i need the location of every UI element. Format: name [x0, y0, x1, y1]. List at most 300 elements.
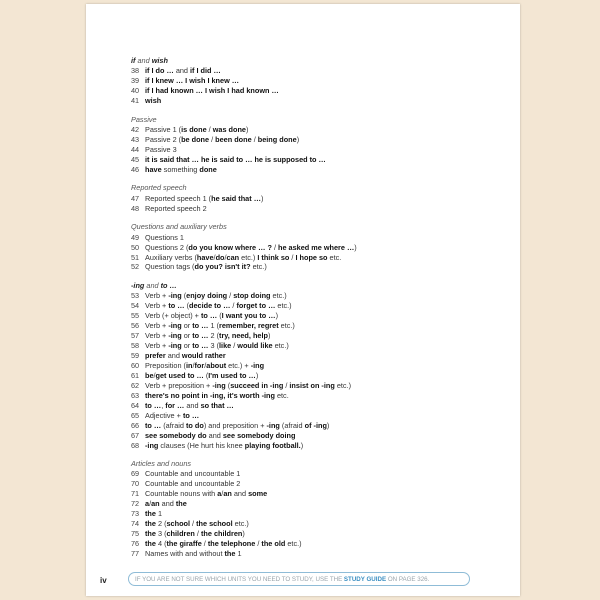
text-fragment: 1 (: [208, 321, 220, 331]
grammar-term: for: [194, 361, 205, 370]
text-fragment: Verb +: [145, 321, 169, 331]
grammar-term: succeed in -ing: [230, 380, 284, 390]
text-fragment: (: [181, 291, 187, 301]
unit-number: 38: [131, 66, 140, 76]
text-fragment: etc.) +: [226, 361, 251, 370]
unit-entry[interactable]: [131, 331, 491, 341]
grammar-term: I want you to …: [221, 311, 276, 321]
text-fragment: Adjective +: [145, 410, 183, 420]
unit-number: 45: [131, 154, 140, 164]
unit-entry[interactable]: [131, 243, 491, 253]
grammar-term: be: [145, 370, 154, 380]
grammar-term: it is said that … he is said to … he is supposed to …: [145, 154, 326, 164]
unit-title: [145, 145, 177, 154]
grammar-term: do you? isn't it?: [194, 262, 251, 272]
grammar-term: -ing: [266, 420, 280, 430]
grammar-term: for …: [165, 400, 185, 410]
grammar-term: to …: [182, 410, 200, 420]
text-fragment: and: [135, 56, 152, 65]
unit-title: [145, 381, 351, 390]
text-fragment: (afraid: [279, 420, 305, 430]
unit-entry[interactable]: [131, 321, 491, 331]
text-fragment: /: [221, 489, 224, 499]
text-fragment: /: [190, 519, 197, 529]
grammar-term: see somebody do: [145, 430, 207, 440]
grammar-term: prefer: [145, 351, 166, 361]
unit-title: [145, 291, 287, 300]
unit-number: 62: [131, 380, 140, 390]
grammar-term: if I knew … I wish I knew …: [145, 76, 240, 86]
text-fragment: and: [144, 280, 161, 290]
grammar-term: to …: [192, 321, 209, 331]
unit-entry[interactable]: [131, 233, 491, 243]
unit-title: [145, 421, 329, 430]
unit-entry[interactable]: [131, 421, 491, 431]
text-fragment: 2 (: [208, 331, 220, 341]
unit-number: 65: [131, 410, 140, 420]
text-fragment: 4 (: [155, 539, 167, 549]
unit-number: 49: [131, 232, 140, 242]
unit-number: 39: [131, 76, 140, 86]
unit-number: 69: [131, 469, 140, 479]
text-fragment: ): [245, 125, 249, 135]
text-fragment: and: [231, 489, 249, 499]
text-fragment: ): [354, 242, 357, 252]
page-number: iv: [100, 576, 107, 585]
unit-number: 42: [131, 125, 140, 135]
book-page: [86, 4, 520, 596]
text-fragment: etc.): [334, 380, 352, 390]
text-fragment: ): [275, 311, 279, 321]
grammar-term: the telephone: [207, 539, 256, 549]
unit-entry[interactable]: [131, 165, 491, 175]
grammar-term: he asked me where …: [278, 242, 355, 252]
grammar-term: the: [145, 519, 156, 529]
grammar-term: I hope so: [295, 252, 328, 262]
grammar-term: in: [185, 361, 193, 370]
text-fragment: ): [261, 193, 264, 203]
text-fragment: Verb + preposition +: [145, 380, 213, 390]
unit-entry[interactable]: [131, 341, 491, 351]
grammar-term: do: [215, 252, 225, 262]
text-fragment: /: [224, 252, 227, 262]
unit-title: [145, 499, 187, 508]
unit-title: [145, 391, 289, 400]
text-fragment: or: [181, 341, 193, 351]
unit-title: [145, 96, 161, 105]
grammar-term: be done: [181, 135, 210, 145]
text-fragment: ) and preposition +: [203, 420, 267, 430]
unit-title: [145, 529, 245, 538]
text-fragment: /: [192, 361, 195, 370]
unit-entry[interactable]: [131, 401, 491, 411]
study-guide-note: [128, 572, 470, 586]
unit-number: 73: [131, 509, 140, 519]
grammar-term: is done: [181, 125, 207, 135]
unit-entry[interactable]: [131, 509, 491, 519]
grammar-term: to …: [192, 331, 209, 341]
unit-title: [145, 361, 264, 370]
text-fragment: ): [267, 331, 271, 341]
text-fragment: ,: [161, 400, 166, 410]
grammar-term: there's no point in -ing, it's worth -ing: [145, 390, 275, 400]
unit-entry[interactable]: [131, 431, 491, 441]
grammar-term: -ing: [168, 291, 182, 301]
text-fragment: (: [217, 311, 222, 321]
unit-title: [145, 86, 279, 95]
unit-title: [145, 519, 249, 528]
unit-entry[interactable]: [131, 549, 491, 559]
unit-number: 50: [131, 242, 140, 252]
unit-number: 53: [131, 291, 140, 301]
unit-title: [145, 253, 341, 262]
grammar-term: if I did …: [190, 66, 221, 76]
study-guide-note-text: IF YOU ARE NOT SURE WHICH UNITS YOU NEED TO STUDY, USE THE: [135, 576, 344, 583]
grammar-term: to do: [185, 420, 204, 430]
text-fragment: ): [242, 529, 245, 539]
unit-number: 41: [131, 96, 140, 106]
unit-title: [145, 301, 292, 310]
grammar-term: forget to …: [236, 301, 276, 311]
text-fragment: Articles and nouns: [131, 459, 192, 469]
grammar-term: -ing: [168, 331, 182, 341]
unit-entry[interactable]: [131, 479, 491, 489]
unit-number: 43: [131, 135, 140, 145]
grammar-term: was done: [212, 125, 246, 135]
grammar-term: insist on -ing: [289, 380, 335, 390]
unit-title: [145, 243, 357, 252]
grammar-term: do you know where … ?: [188, 242, 272, 252]
unit-title: [145, 371, 258, 380]
text-fragment: clauses (He hurt his knee: [158, 440, 245, 450]
grammar-term: wish: [145, 96, 162, 106]
text-fragment: Questions 2 (: [145, 242, 189, 252]
unit-number: 61: [131, 370, 140, 380]
text-fragment: ): [255, 370, 259, 380]
unit-number: 47: [131, 193, 140, 203]
unit-number: 64: [131, 400, 140, 410]
unit-entry[interactable]: [131, 489, 491, 499]
unit-number: 58: [131, 341, 140, 351]
unit-title: [145, 76, 239, 85]
unit-number: 60: [131, 361, 140, 370]
grammar-term: I think so: [257, 252, 290, 262]
study-guide-page-ref: ON PAGE 326.: [386, 576, 430, 583]
section: [131, 222, 491, 272]
text-fragment: Passive 2 (: [145, 135, 182, 145]
text-fragment: and: [165, 351, 182, 361]
grammar-term: the children: [200, 529, 243, 539]
grammar-term: if: [131, 56, 136, 65]
section-title: [131, 115, 491, 125]
grammar-term: to …: [168, 301, 185, 311]
unit-entry[interactable]: [131, 145, 491, 155]
unit-number: 63: [131, 390, 140, 400]
grammar-term: -ing: [168, 321, 182, 331]
grammar-term: stop doing: [233, 291, 271, 301]
unit-entry[interactable]: [131, 204, 491, 214]
grammar-term: to …: [160, 280, 177, 290]
text-fragment: Passive: [131, 114, 157, 124]
grammar-term: a: [145, 499, 150, 509]
unit-entry[interactable]: [131, 539, 491, 549]
section: [131, 183, 491, 213]
text-fragment: Passive 3: [145, 145, 177, 155]
text-fragment: and: [159, 499, 176, 509]
text-fragment: Countable nouns with: [145, 489, 218, 499]
section: [131, 56, 491, 106]
grammar-term: I'm used to …: [208, 370, 256, 380]
text-fragment: ): [296, 135, 300, 145]
unit-entry[interactable]: [131, 351, 491, 361]
section-title: [131, 222, 491, 232]
text-fragment: /: [289, 252, 296, 262]
grammar-term: the: [224, 549, 236, 559]
text-fragment: or: [181, 331, 193, 341]
text-fragment: Questions and auxiliary verbs: [131, 222, 227, 232]
grammar-term: of -ing: [304, 420, 327, 430]
text-fragment: something: [161, 164, 200, 174]
text-fragment: etc.: [274, 390, 289, 400]
unit-title: [145, 351, 226, 360]
unit-number: 55: [131, 311, 140, 321]
text-fragment: (: [184, 301, 190, 311]
text-fragment: /: [227, 291, 234, 301]
grammar-term: have: [196, 252, 214, 262]
grammar-term: try, need, help: [219, 331, 268, 341]
text-fragment: Verb +: [145, 331, 169, 341]
unit-number: 46: [131, 164, 140, 174]
unit-entry[interactable]: [131, 125, 491, 135]
unit-entry[interactable]: [131, 361, 491, 371]
unit-entry[interactable]: [131, 371, 491, 381]
grammar-term: done: [199, 164, 217, 174]
unit-number: 77: [131, 549, 140, 559]
grammar-term: he said that …: [211, 193, 261, 203]
grammar-term: an: [151, 499, 160, 509]
grammar-term: -ing: [131, 280, 145, 290]
unit-title: [145, 469, 240, 478]
text-fragment: /: [283, 380, 290, 390]
text-fragment: and: [206, 430, 223, 440]
unit-number: 48: [131, 203, 140, 213]
text-fragment: ): [326, 420, 330, 430]
grammar-term: the: [145, 539, 156, 549]
unit-entry[interactable]: [131, 96, 491, 106]
text-fragment: (: [203, 370, 209, 380]
text-fragment: etc.): [285, 539, 302, 549]
text-fragment: Countable and uncountable 2: [145, 479, 241, 489]
unit-title: [145, 411, 199, 420]
unit-title: [145, 489, 267, 498]
unit-title: [145, 66, 221, 75]
grammar-term: -ing: [168, 341, 182, 351]
text-fragment: /: [194, 529, 201, 539]
unit-entry[interactable]: [131, 301, 491, 311]
text-fragment: /: [153, 370, 156, 380]
text-fragment: /: [149, 499, 152, 509]
unit-number: 57: [131, 331, 140, 341]
unit-entry[interactable]: [131, 135, 491, 145]
unit-number: 54: [131, 301, 140, 311]
text-fragment: Reported speech 1 (: [145, 193, 212, 203]
unit-number: 71: [131, 489, 140, 499]
grammar-term: would like: [237, 341, 273, 351]
text-fragment: 1: [155, 509, 163, 519]
unit-title: [145, 165, 217, 174]
text-fragment: Verb (+ object) +: [145, 311, 201, 321]
unit-title: [145, 441, 303, 450]
unit-entry[interactable]: [131, 381, 491, 391]
grammar-term: an: [223, 489, 232, 499]
grammar-term: see somebody doing: [222, 430, 296, 440]
text-fragment: (afraid: [161, 420, 186, 430]
unit-title: [145, 233, 184, 242]
unit-entry[interactable]: [131, 155, 491, 165]
unit-title: [145, 135, 299, 144]
unit-entry[interactable]: [131, 529, 491, 539]
grammar-term: would rather: [181, 351, 226, 361]
unit-number: 52: [131, 262, 140, 272]
text-fragment: 1: [235, 549, 242, 559]
unit-number: 68: [131, 440, 140, 450]
unit-title: [145, 509, 162, 518]
grammar-term: remember, regret: [219, 321, 279, 331]
unit-number: 40: [131, 86, 140, 96]
unit-entry[interactable]: [131, 194, 491, 204]
unit-entry[interactable]: [131, 76, 491, 86]
text-fragment: Auxiliary verbs (: [145, 252, 197, 262]
unit-title: [145, 262, 267, 271]
text-fragment: /: [204, 361, 207, 370]
text-fragment: /: [251, 135, 258, 145]
text-fragment: /: [271, 242, 279, 252]
unit-title: [145, 155, 326, 164]
text-fragment: Verb +: [145, 341, 169, 351]
unit-title: [145, 431, 295, 440]
unit-number: 59: [131, 351, 140, 361]
text-fragment: Passive 1 (: [145, 125, 182, 135]
text-fragment: etc.): [272, 341, 289, 351]
grammar-term: -ing: [250, 361, 265, 370]
text-fragment: etc.): [278, 321, 295, 331]
unit-title: [145, 311, 278, 320]
section: [131, 281, 491, 451]
grammar-term: children: [166, 529, 195, 539]
unit-title: [145, 125, 248, 134]
unit-entry[interactable]: [131, 86, 491, 96]
unit-number: 72: [131, 499, 140, 509]
unit-title: [145, 479, 240, 488]
unit-entry[interactable]: [131, 411, 491, 421]
unit-entry[interactable]: [131, 311, 491, 321]
unit-number: 66: [131, 420, 140, 430]
grammar-term: like: [219, 341, 232, 351]
unit-entry[interactable]: [131, 391, 491, 401]
text-fragment: etc.): [232, 519, 249, 529]
grammar-term: wish: [151, 56, 168, 65]
text-fragment: /: [231, 341, 238, 351]
section-title: [131, 56, 491, 66]
grammar-term: playing football.: [244, 440, 301, 450]
unit-title: [145, 194, 263, 203]
unit-entry[interactable]: [131, 262, 491, 272]
unit-title: [145, 539, 302, 548]
text-fragment: etc.): [275, 301, 292, 311]
text-fragment: etc.): [270, 291, 287, 301]
unit-title: [145, 331, 270, 340]
text-fragment: etc.): [250, 262, 267, 272]
grammar-term: decide to …: [189, 301, 231, 311]
text-fragment: /: [255, 539, 262, 549]
grammar-term: get used to …: [155, 370, 204, 380]
section-title: [131, 459, 491, 469]
grammar-term: a: [217, 489, 222, 499]
text-fragment: and: [175, 66, 191, 76]
text-fragment: (: [225, 380, 231, 390]
text-fragment: Countable and uncountable 1: [145, 469, 241, 479]
unit-number: 56: [131, 321, 140, 331]
text-fragment: Verb +: [145, 301, 169, 311]
text-fragment: etc.): [239, 252, 258, 262]
unit-title: [145, 341, 289, 350]
unit-number: 51: [131, 252, 140, 262]
unit-entry[interactable]: [131, 441, 491, 451]
grammar-term: the school: [196, 519, 233, 529]
grammar-term: if I do …: [145, 66, 176, 76]
contents-list: [131, 56, 491, 568]
unit-entry[interactable]: [131, 253, 491, 263]
grammar-term: being done: [257, 135, 297, 145]
text-fragment: ): [300, 440, 304, 450]
unit-title: [145, 321, 295, 330]
text-fragment: Questions 1: [145, 232, 184, 242]
text-fragment: 3 (: [208, 341, 220, 351]
grammar-term: the: [145, 509, 156, 519]
grammar-term: to …: [145, 400, 162, 410]
grammar-term: school: [166, 519, 191, 529]
text-fragment: /: [209, 135, 216, 145]
grammar-term: so that …: [200, 400, 234, 410]
unit-entry[interactable]: [131, 519, 491, 529]
grammar-term: to …: [200, 311, 218, 321]
study-guide-link[interactable]: STUDY GUIDE: [343, 576, 387, 583]
unit-entry[interactable]: [131, 469, 491, 479]
unit-entry[interactable]: [131, 291, 491, 301]
unit-entry[interactable]: [131, 499, 491, 509]
grammar-term: the old: [261, 539, 286, 549]
section-title: [131, 281, 491, 291]
text-fragment: /: [213, 252, 216, 262]
text-fragment: /: [230, 301, 237, 311]
text-fragment: Verb +: [145, 291, 169, 301]
section-title: [131, 183, 491, 193]
unit-number: 44: [131, 145, 140, 155]
text-fragment: /: [201, 539, 208, 549]
grammar-term: the: [145, 529, 156, 539]
grammar-term: about: [206, 361, 227, 370]
grammar-term: the: [175, 499, 187, 509]
grammar-term: been done: [215, 135, 252, 145]
text-fragment: and: [184, 400, 201, 410]
text-fragment: etc.: [327, 252, 342, 262]
text-fragment: or: [181, 321, 193, 331]
section: [131, 459, 491, 559]
grammar-term: some: [248, 489, 268, 499]
text-fragment: 3 (: [155, 529, 167, 539]
unit-entry[interactable]: [131, 66, 491, 76]
grammar-term: to …: [145, 420, 162, 430]
